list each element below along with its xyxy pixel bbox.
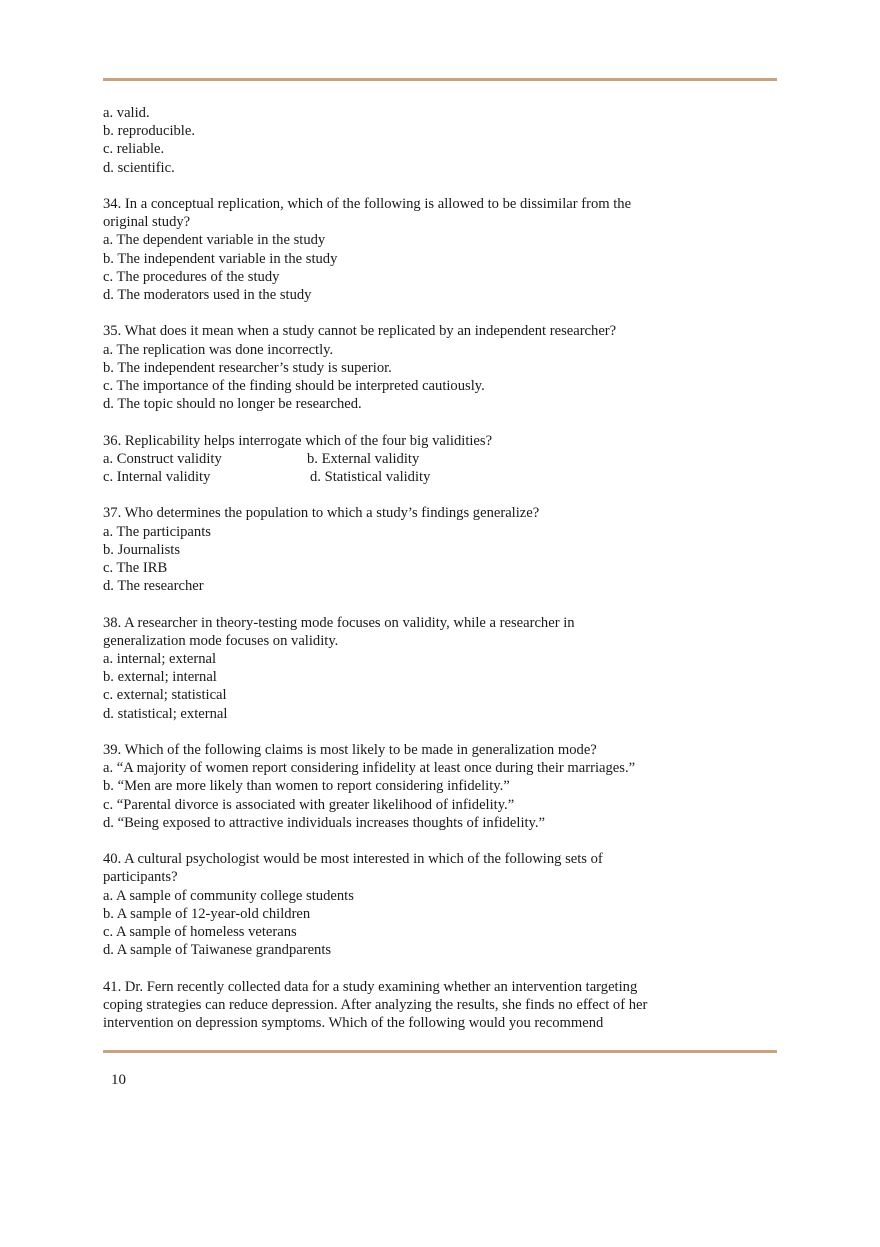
- option: d. “Being exposed to attractive individuals increases thoughts of infidelity.”: [103, 814, 546, 831]
- question-text: 35. What does it mean when a study cannot be replicated by an independent researcher?: [103, 323, 617, 340]
- option: c. “Parental divorce is associated with greater likelihood of infidelity.”: [103, 796, 515, 813]
- question-text: intervention on depression symptoms. Which of the following would you recommend: [103, 1015, 604, 1032]
- page-content: [103, 104, 703, 1050]
- option: c. The procedures of the study: [103, 268, 280, 285]
- option: a. A sample of community college students: [103, 887, 354, 904]
- question-text: 41. Dr. Fern recently collected data for a study examining whether an intervention targeting: [103, 978, 638, 995]
- question-35: [103, 322, 703, 413]
- option: a. The participants: [103, 523, 211, 540]
- question-38: [103, 614, 703, 723]
- option: c. A sample of homeless veterans: [103, 924, 297, 941]
- footer-rule: [103, 1050, 777, 1053]
- option: a. internal; external: [103, 651, 217, 668]
- question-37: [103, 504, 703, 595]
- option: b. external; internal: [103, 669, 217, 686]
- option: d. The researcher: [103, 578, 204, 595]
- option: d. statistical; external: [103, 705, 228, 722]
- option: d. The moderators used in the study: [103, 287, 312, 304]
- header-rule: [103, 78, 777, 81]
- question-text: original study?: [103, 214, 191, 231]
- option: b. Journalists: [103, 541, 181, 558]
- option: a. valid.: [103, 105, 150, 121]
- question-text: 37. Who determines the population to which a study’s findings generalize?: [103, 505, 540, 522]
- option: d. scientific.: [103, 159, 175, 176]
- option: b. reproducible.: [103, 123, 195, 140]
- question-text: 39. Which of the following claims is most likely to be made in generalization mode?: [103, 742, 597, 759]
- option: b. The independent variable in the study: [103, 250, 338, 267]
- question-40: [103, 850, 703, 959]
- option: d. The topic should no longer be researched.: [103, 396, 362, 413]
- question-text: participants?: [103, 869, 178, 886]
- option: b. A sample of 12-year-old children: [103, 905, 311, 922]
- continued-options: [103, 104, 703, 177]
- option: a. “A majority of women report considering infidelity at least once during their marriages.”: [103, 760, 636, 777]
- option: c. Internal validity: [103, 469, 211, 486]
- option: a. The replication was done incorrectly.: [103, 341, 334, 358]
- option: d. A sample of Taiwanese grandparents: [103, 942, 332, 959]
- option: b. The independent researcher’s study is superior.: [103, 359, 392, 376]
- option: c. reliable.: [103, 141, 165, 158]
- option: d. Statistical validity: [310, 469, 431, 486]
- question-text: 40. A cultural psychologist would be most interested in which of the following sets of: [103, 851, 603, 868]
- option: c. external; statistical: [103, 687, 227, 704]
- option: c. The IRB: [103, 560, 168, 577]
- question-41: [103, 978, 703, 1033]
- question-text: 38. A researcher in theory-testing mode focuses on validity, while a researcher in: [103, 614, 575, 631]
- option: b. “Men are more likely than women to report considering infidelity.”: [103, 778, 510, 795]
- question-text: coping strategies can reduce depression. After analyzing the results, she finds no effect of her: [103, 996, 648, 1013]
- question-36: [103, 432, 703, 487]
- page-number: 10: [111, 1072, 126, 1088]
- option: c. The importance of the finding should be interpreted cautiously.: [103, 378, 485, 395]
- option-row: [103, 450, 703, 468]
- question-34: [103, 195, 703, 304]
- question-text: 36. Replicability helps interrogate which of the four big validities?: [103, 432, 493, 449]
- option-row: [103, 468, 703, 486]
- option: a. Construct validity: [103, 450, 222, 467]
- question-39: [103, 741, 703, 832]
- option: a. The dependent variable in the study: [103, 232, 326, 249]
- question-text: generalization mode focuses on validity.: [103, 632, 339, 649]
- question-text: 34. In a conceptual replication, which of the following is allowed to be dissimilar from the: [103, 196, 632, 212]
- option: b. External validity: [307, 450, 420, 467]
